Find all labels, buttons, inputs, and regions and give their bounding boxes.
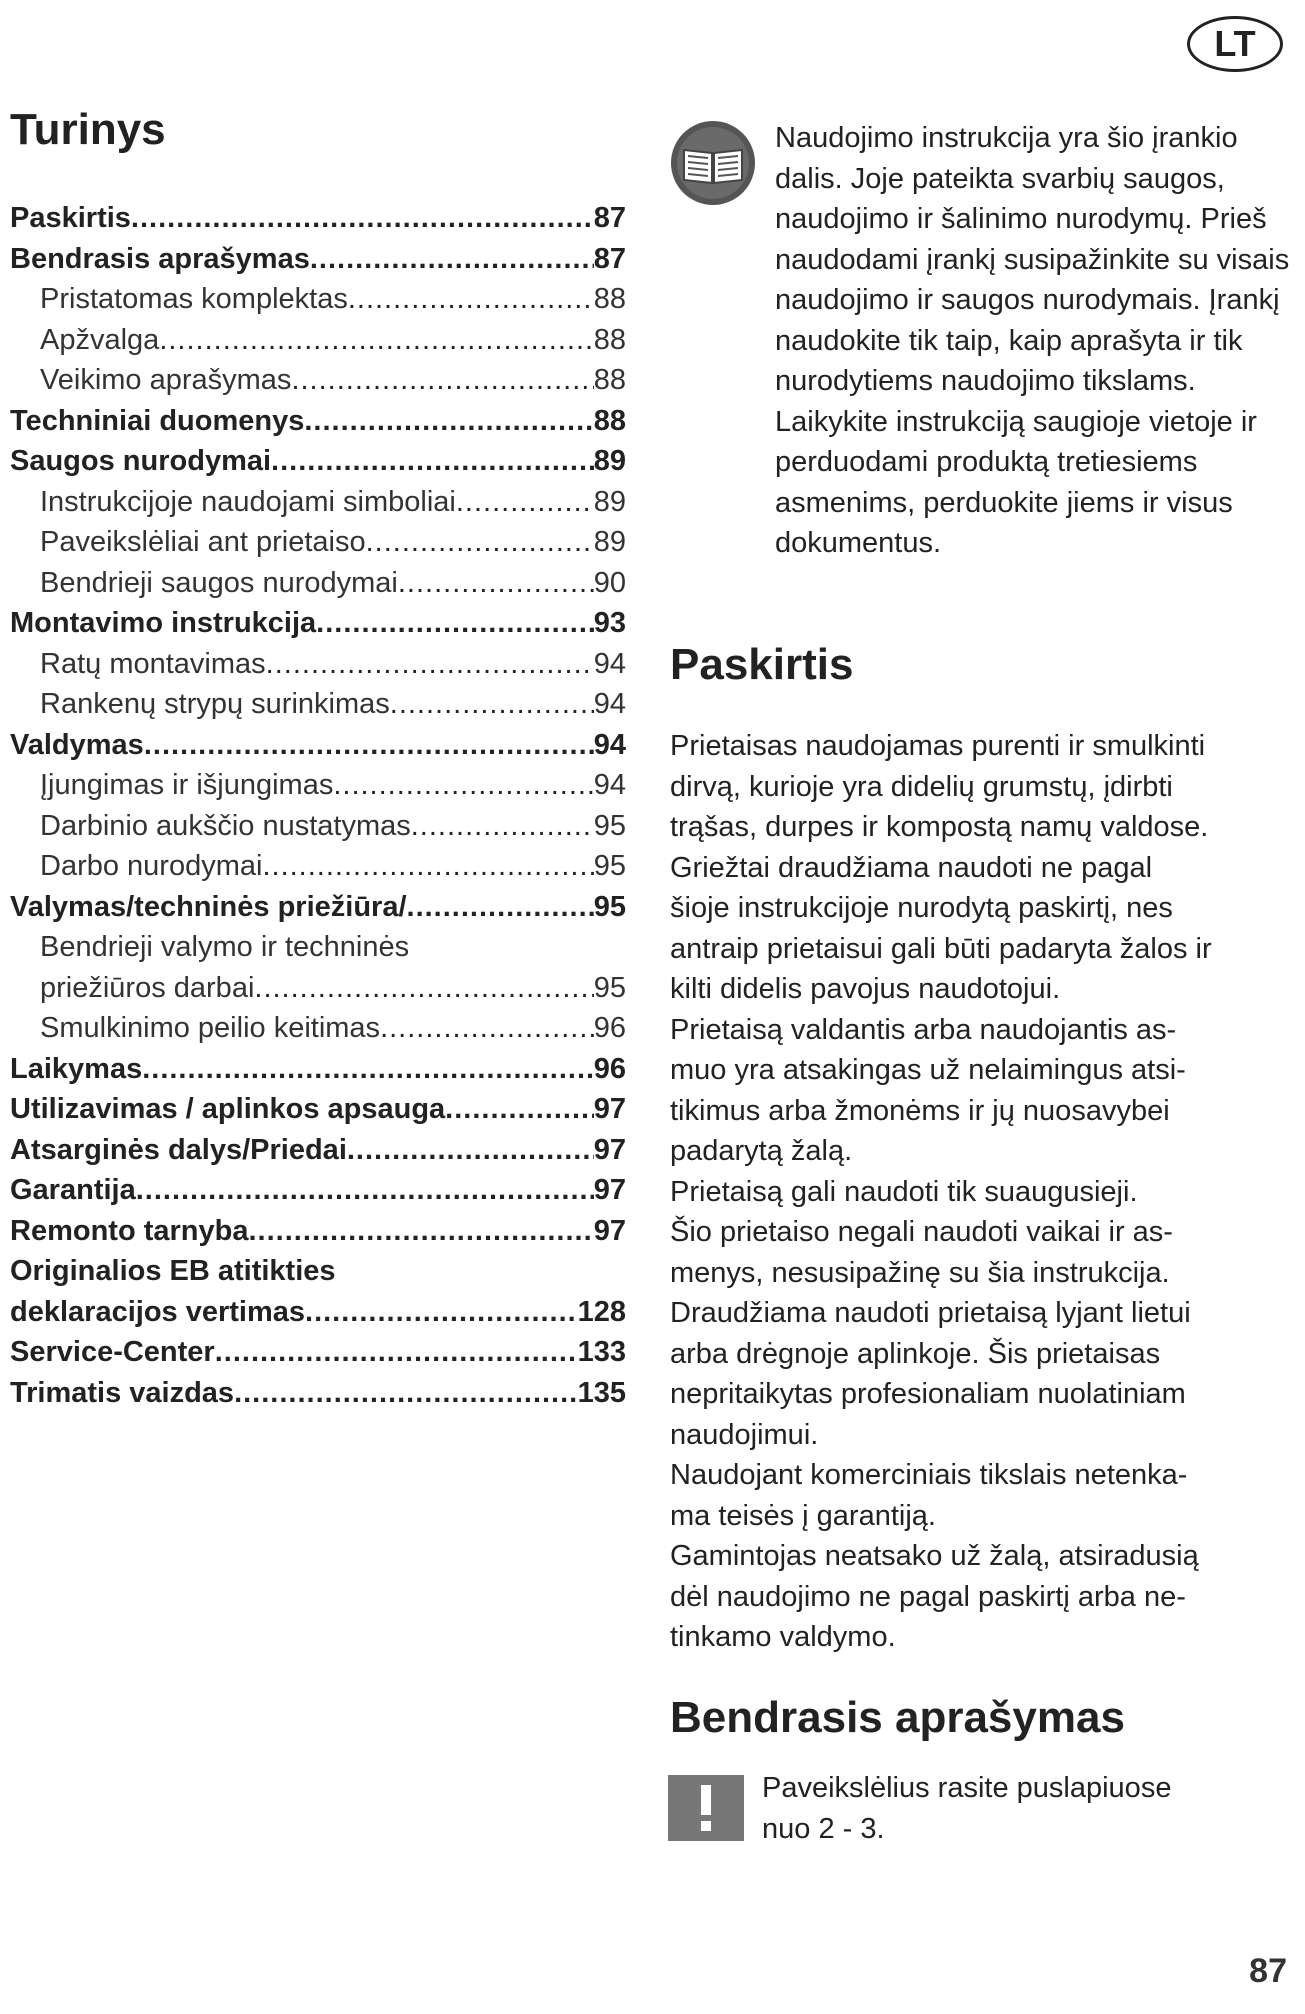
toc-title: Turinys (10, 105, 166, 154)
toc-entry (10, 684, 626, 725)
toc-entry-label: Pristatomas komplektas (40, 279, 348, 320)
toc-entry-label: Bendrasis aprašymas (10, 239, 310, 280)
toc-entry-label: Utilizavimas / aplinkos apsauga (10, 1089, 445, 1130)
toc-entry-page: 95 (594, 806, 626, 847)
exclamation-icon (668, 1775, 744, 1841)
toc-entry-page: 89 (594, 482, 626, 523)
toc-entry-page: 97 (594, 1211, 626, 1252)
toc-leader-dots (144, 725, 594, 766)
toc-entry-label: Bendrieji valymo ir techninės (40, 931, 410, 963)
intro-text: Naudojimo instrukcija yra šio įrankio dalis. Joje pateikta svarbių saugos, naudojimo ir šalinimo nurodymų. Prieš naudodami įrankį susipažinkite su visais naudojimo ir saugos nurodymais. Įrankį naudokite tik taip, kaip aprašyta ir tik nurodytiems naudojimo tikslams. Laikykite instrukciją saugioje vietoje ir perduodami produktą tretiesiems asmenims, perduokite jiems ir visus dokumentus. (775, 122, 1290, 559)
toc-entry (10, 482, 626, 523)
toc-entry (10, 927, 626, 968)
toc-entry-page: 88 (594, 360, 626, 401)
toc-leader-dots (248, 1211, 593, 1252)
toc-leader-dots (316, 603, 594, 644)
toc-entry (10, 279, 626, 320)
toc-entry-page: 87 (594, 239, 626, 280)
toc-leader-dots (159, 320, 593, 361)
toc-entry-label: Valdymas (10, 725, 144, 766)
toc-leader-dots (291, 360, 593, 401)
toc-entry (10, 198, 626, 239)
toc-entry-page: 135 (578, 1373, 626, 1414)
toc-entry-label: Smulkinimo peilio keitimas (40, 1008, 380, 1049)
toc-entry (10, 239, 626, 280)
toc-entry-label: Veikimo aprašymas (40, 360, 291, 401)
toc-leader-dots (380, 1008, 594, 1049)
toc-entry-label: Originalios EB atitikties (10, 1255, 336, 1287)
toc-entry (10, 1332, 626, 1373)
toc-entry-label: Bendrieji saugos nurodymai (40, 563, 398, 604)
toc-leader-dots (310, 239, 594, 280)
toc-entry-page: 95 (594, 887, 626, 928)
toc-entry-page: 97 (594, 1170, 626, 1211)
language-badge: LT (1187, 16, 1283, 72)
toc-entry (10, 968, 626, 1009)
toc-entry-label: Paskirtis (10, 198, 131, 239)
toc-entry-label: Valymas/techninės priežiūra/ (10, 887, 407, 928)
toc-entry (10, 1049, 626, 1090)
toc-entry (10, 563, 626, 604)
toc-entry-label: Paveikslėliai ant prietaiso (40, 522, 366, 563)
toc-entry-label: Laikymas (10, 1049, 142, 1090)
toc-entry-page: 95 (594, 968, 626, 1009)
toc-entry-label: Darbinio aukščio nustatymas (40, 806, 411, 847)
toc-entry-page: 133 (578, 1332, 626, 1373)
toc-entry (10, 1170, 626, 1211)
toc-entry-label: Techniniai duomenys (10, 401, 304, 442)
toc-leader-dots (347, 1130, 594, 1171)
toc-leader-dots (131, 198, 594, 239)
toc-leader-dots (366, 522, 594, 563)
toc-entry-page: 88 (594, 279, 626, 320)
toc-entry-label: Ratų montavimas (40, 644, 266, 685)
toc-entry (10, 1373, 626, 1414)
toc-entry-page: 89 (594, 441, 626, 482)
toc-entry-page: 94 (594, 684, 626, 725)
toc-entry-label: deklaracijos vertimas (10, 1292, 305, 1333)
toc-entry-page: 128 (578, 1292, 626, 1333)
toc-entry-page: 97 (594, 1089, 626, 1130)
toc-entry (10, 765, 626, 806)
toc-entry-label: Service-Center (10, 1332, 215, 1373)
toc-leader-dots (348, 279, 594, 320)
toc-entry-page: 93 (594, 603, 626, 644)
toc-leader-dots (234, 1373, 578, 1414)
toc-entry-label: Saugos nurodymai (10, 441, 271, 482)
toc-entry (10, 806, 626, 847)
toc-entry-page: 90 (594, 563, 626, 604)
toc-entry (10, 441, 626, 482)
toc-leader-dots (445, 1089, 594, 1130)
section-heading-paskirtis: Paskirtis (670, 640, 854, 689)
toc-entry-label: Rankenų strypų surinkimas (40, 684, 390, 725)
toc-entry-page: 88 (594, 320, 626, 361)
toc-entry-label: Montavimo instrukcija (10, 603, 316, 644)
toc-leader-dots (262, 846, 593, 887)
toc-entry (10, 1292, 626, 1333)
toc-entry (10, 725, 626, 766)
toc-entry (10, 360, 626, 401)
toc-leader-dots (407, 887, 594, 928)
toc-entry-page: 94 (594, 765, 626, 806)
toc-entry (10, 320, 626, 361)
toc-leader-dots (304, 401, 593, 442)
toc-entry (10, 846, 626, 887)
toc-leader-dots (271, 441, 594, 482)
toc-entry (10, 1211, 626, 1252)
toc-entry-label: Instrukcijoje naudojami simboliai (40, 482, 456, 523)
toc-leader-dots (142, 1049, 594, 1090)
toc-leader-dots (333, 765, 593, 806)
toc-leader-dots (136, 1170, 594, 1211)
toc-entry-page: 95 (594, 846, 626, 887)
toc-entry-label: Įjungimas ir išjungimas (40, 765, 333, 806)
toc-leader-dots (398, 563, 594, 604)
toc-entry (10, 644, 626, 685)
figures-note: Paveikslėlius rasite puslapiuose nuo 2 - 3. (762, 1772, 1172, 1845)
toc-entry (10, 887, 626, 928)
toc-entry (10, 1251, 626, 1292)
toc-entry-label: Garantija (10, 1170, 136, 1211)
toc-entry-page: 96 (594, 1049, 626, 1090)
page-number: 87 (1249, 1952, 1287, 1990)
toc-entry-page: 94 (594, 725, 626, 766)
toc-leader-dots (266, 644, 594, 685)
toc-entry (10, 1008, 626, 1049)
toc-leader-dots (305, 1292, 578, 1333)
table-of-contents (10, 198, 626, 1413)
toc-entry-label: Remonto tarnyba (10, 1211, 248, 1252)
toc-entry (10, 1130, 626, 1171)
toc-entry-page: 97 (594, 1130, 626, 1171)
toc-entry-label: priežiūros darbai (40, 968, 254, 1009)
toc-entry-page: 88 (594, 401, 626, 442)
toc-entry (10, 603, 626, 644)
toc-entry (10, 1089, 626, 1130)
toc-leader-dots (411, 806, 594, 847)
section-heading-bendrasis: Bendrasis aprašymas (670, 1693, 1125, 1742)
toc-entry-page: 89 (594, 522, 626, 563)
toc-entry (10, 522, 626, 563)
toc-entry-label: Trimatis vaizdas (10, 1373, 234, 1414)
section-body-paskirtis: Prietaisas naudojamas purenti ir smulkinti dirvą, kurioje yra didelių grumstų, įdirbti trąšas, durpes ir kompostą namų valdose. Griežtai draudžiama naudoti ne pagal šioje instrukcijoje nurodytą paskirtį, nes antraip prietaisui gali būti padaryta žalos ir kilti didelis pavojus naudotojui. Prietaisą valdantis arba naudojantis as- muo yra atsakingas už nelaimingus atsi- tikimus arba žmonėms ir jų nuosavybei padarytą žalą. Prietaisą gali naudoti tik suaugusieji. Šio prietaiso negali naudoti vaikai ir as- menys, nesusipažinę su šia instrukcija. Draudžiama naudoti prietaisą lyjant lietui arba drėgnoje aplinkoje. Šis prietaisas nepritaikytas profesionaliam nuolatiniam naudojimui. Naudojant komerciniais tikslais netenka- ma teisės į garantiją. Gamintojas neatsako už žalą, atsiradusią dėl naudojimo ne pagal paskirtį arba ne- tinkamo valdymo. (670, 730, 1212, 1653)
toc-entry-label: Atsarginės dalys/Priedai (10, 1130, 347, 1171)
toc-leader-dots (456, 482, 594, 523)
toc-entry-page: 94 (594, 644, 626, 685)
toc-leader-dots (254, 968, 593, 1009)
toc-leader-dots (215, 1332, 578, 1373)
toc-entry-label: Darbo nurodymai (40, 846, 262, 887)
toc-entry-page: 96 (594, 1008, 626, 1049)
toc-leader-dots (390, 684, 594, 725)
book-icon (670, 120, 756, 206)
toc-entry (10, 401, 626, 442)
toc-entry-label: Apžvalga (40, 320, 159, 361)
toc-entry-page: 87 (594, 198, 626, 239)
